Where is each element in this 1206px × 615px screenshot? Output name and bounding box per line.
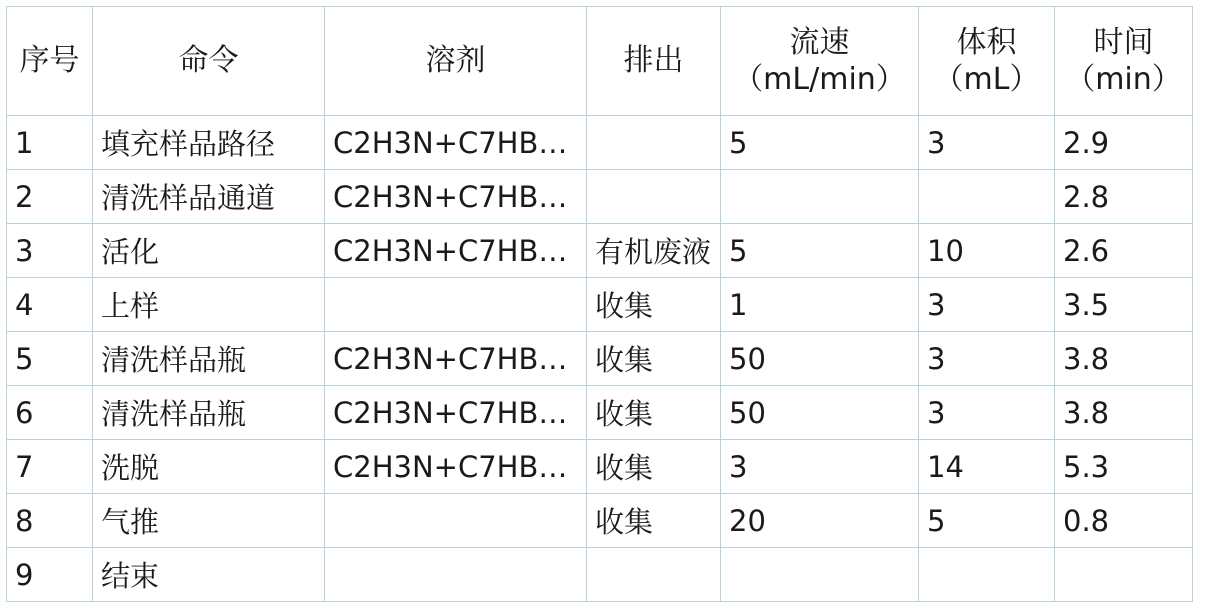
column-header-flow-line2: （mL/min）	[733, 62, 906, 97]
cell-discharge: 收集	[587, 386, 721, 440]
method-steps-table	[6, 6, 1193, 602]
cell-flow: 50	[721, 332, 919, 386]
cell-command: 填充样品路径	[93, 116, 325, 170]
cell-solvent: C2H3N+C7HB…	[325, 386, 587, 440]
cell-command: 清洗样品瓶	[93, 332, 325, 386]
table-row[interactable]	[7, 440, 1193, 494]
cell-flow	[721, 170, 919, 224]
cell-time: 2.8	[1055, 170, 1193, 224]
column-header-command	[93, 7, 325, 116]
cell-command: 气推	[93, 494, 325, 548]
cell-command: 清洗样品通道	[93, 170, 325, 224]
cell-command: 上样	[93, 278, 325, 332]
column-header-time-line2: （min）	[1065, 62, 1182, 97]
cell-time: 3.5	[1055, 278, 1193, 332]
cell-discharge	[587, 170, 721, 224]
cell-no: 9	[7, 548, 93, 602]
column-header-volume	[919, 7, 1055, 116]
cell-solvent: C2H3N+C7HB…	[325, 332, 587, 386]
cell-time: 3.8	[1055, 386, 1193, 440]
cell-no: 6	[7, 386, 93, 440]
cell-time	[1055, 548, 1193, 602]
cell-discharge	[587, 548, 721, 602]
cell-time: 0.8	[1055, 494, 1193, 548]
cell-volume	[919, 170, 1055, 224]
cell-no: 3	[7, 224, 93, 278]
cell-no: 4	[7, 278, 93, 332]
column-header-volume-line1: 体积	[956, 24, 1017, 60]
column-header-discharge-line1: 排出	[623, 43, 684, 79]
cell-volume: 3	[919, 278, 1055, 332]
column-header-solvent-line1: 溶剂	[425, 43, 486, 79]
cell-flow: 20	[721, 494, 919, 548]
cell-flow: 3	[721, 440, 919, 494]
column-header-solvent	[325, 7, 587, 116]
cell-solvent	[325, 548, 587, 602]
cell-flow: 1	[721, 278, 919, 332]
column-header-discharge	[587, 7, 721, 116]
cell-volume	[919, 548, 1055, 602]
table-header-row	[7, 7, 1193, 116]
cell-time: 3.8	[1055, 332, 1193, 386]
cell-no: 2	[7, 170, 93, 224]
column-header-no-line1: 序号	[19, 43, 80, 79]
cell-discharge: 收集	[587, 494, 721, 548]
cell-discharge: 收集	[587, 332, 721, 386]
table-row[interactable]	[7, 224, 1193, 278]
table-row[interactable]	[7, 548, 1193, 602]
method-table-sheet	[0, 6, 1206, 615]
cell-volume: 5	[919, 494, 1055, 548]
table-row[interactable]	[7, 116, 1193, 170]
cell-discharge: 有机废液	[587, 224, 721, 278]
table-row[interactable]	[7, 278, 1193, 332]
cell-volume: 14	[919, 440, 1055, 494]
cell-command: 活化	[93, 224, 325, 278]
cell-time: 2.6	[1055, 224, 1193, 278]
cell-volume: 10	[919, 224, 1055, 278]
table-row[interactable]	[7, 170, 1193, 224]
cell-solvent: C2H3N+C7HB…	[325, 170, 587, 224]
cell-discharge: 收集	[587, 278, 721, 332]
cell-flow	[721, 548, 919, 602]
cell-solvent	[325, 278, 587, 332]
cell-no: 8	[7, 494, 93, 548]
cell-solvent	[325, 494, 587, 548]
column-header-no	[7, 7, 93, 116]
column-header-time-line1: 时间	[1093, 24, 1154, 60]
cell-no: 1	[7, 116, 93, 170]
column-header-command-line1: 命令	[178, 43, 239, 79]
cell-command: 洗脱	[93, 440, 325, 494]
cell-solvent: C2H3N+C7HB…	[325, 440, 587, 494]
table-body	[7, 116, 1193, 602]
cell-discharge	[587, 116, 721, 170]
cell-solvent: C2H3N+C7HB…	[325, 116, 587, 170]
table-row[interactable]	[7, 332, 1193, 386]
cell-no: 5	[7, 332, 93, 386]
cell-no: 7	[7, 440, 93, 494]
cell-volume: 3	[919, 332, 1055, 386]
cell-time: 2.9	[1055, 116, 1193, 170]
cell-time: 5.3	[1055, 440, 1193, 494]
column-header-flow-line1: 流速	[789, 24, 850, 60]
table-row[interactable]	[7, 494, 1193, 548]
table-header	[7, 7, 1193, 116]
cell-volume: 3	[919, 116, 1055, 170]
cell-command: 结束	[93, 548, 325, 602]
column-header-flow	[721, 7, 919, 116]
cell-volume: 3	[919, 386, 1055, 440]
cell-command: 清洗样品瓶	[93, 386, 325, 440]
column-header-time	[1055, 7, 1193, 116]
cell-flow: 5	[721, 116, 919, 170]
cell-flow: 50	[721, 386, 919, 440]
table-row[interactable]	[7, 386, 1193, 440]
cell-solvent: C2H3N+C7HB…	[325, 224, 587, 278]
cell-discharge: 收集	[587, 440, 721, 494]
column-header-volume-line2: （mL）	[933, 62, 1040, 97]
cell-flow: 5	[721, 224, 919, 278]
